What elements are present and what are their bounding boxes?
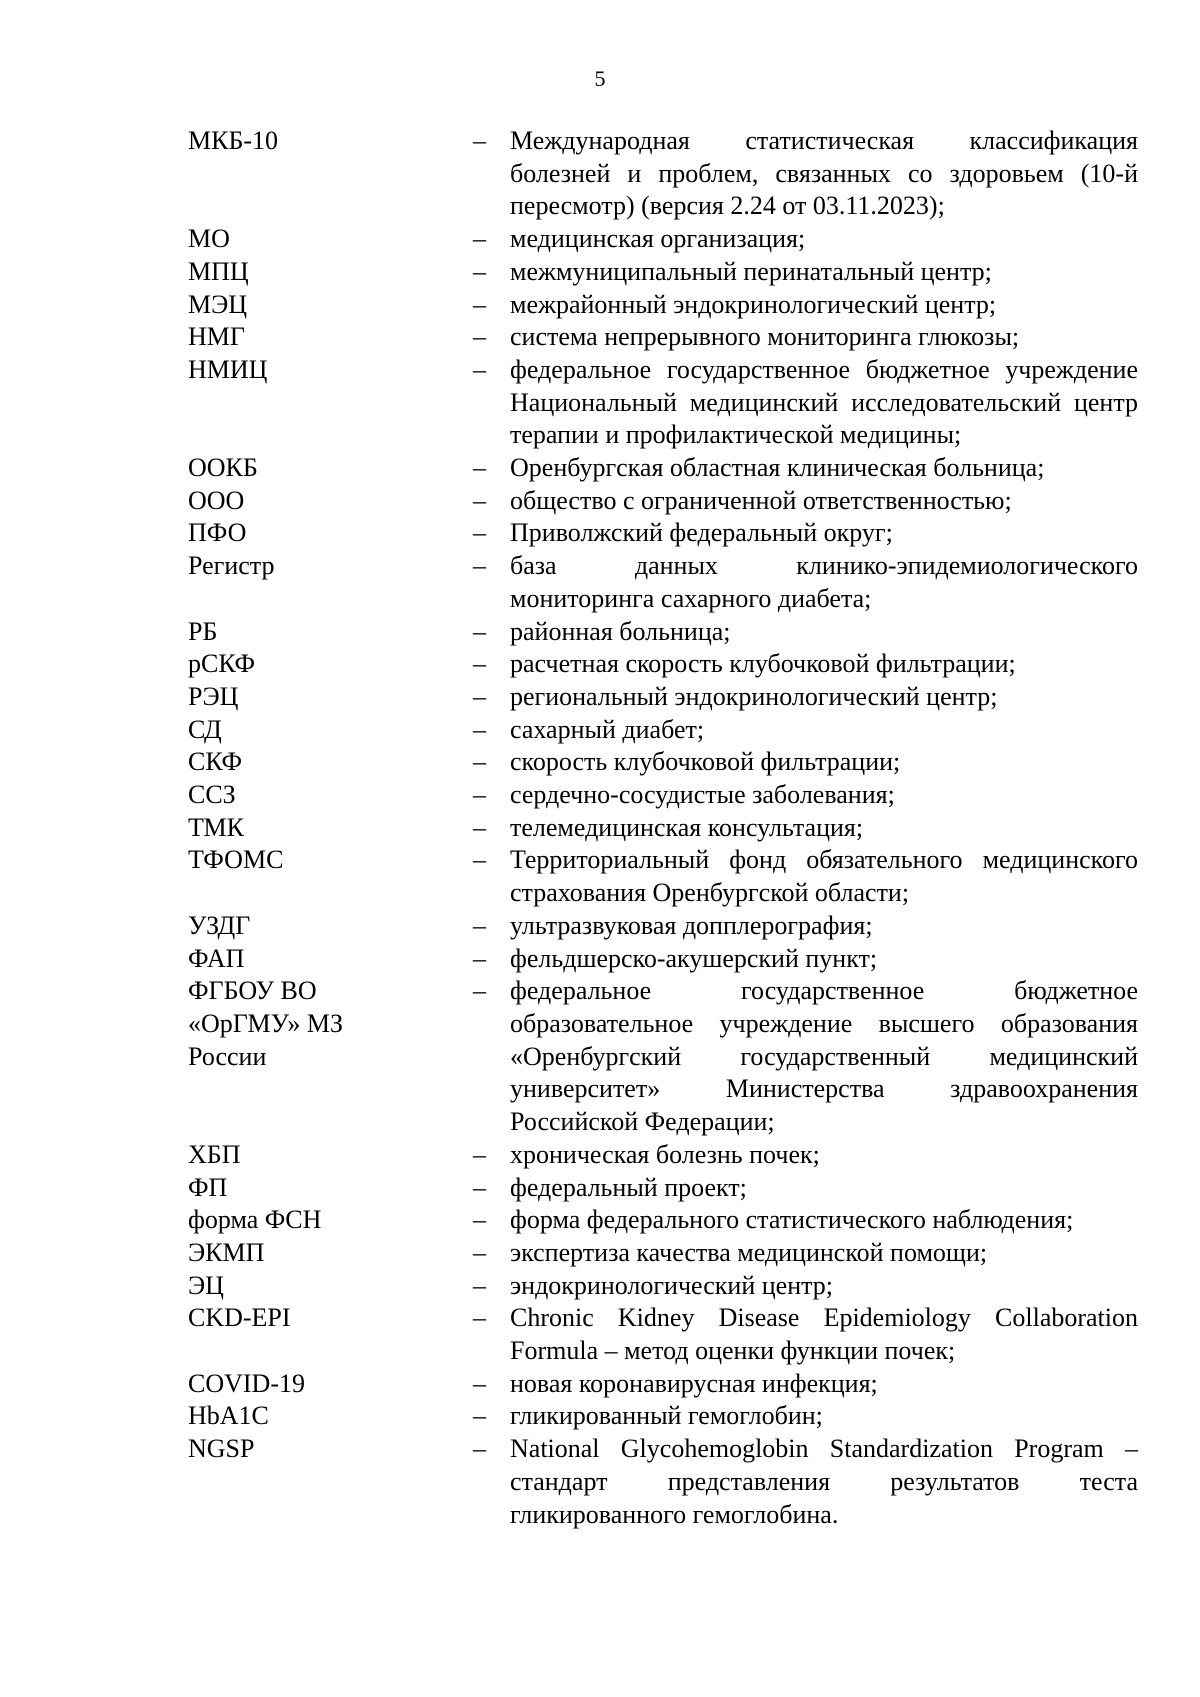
abbreviation-term: МЭЦ: [188, 289, 248, 319]
glossary-entry: [188, 125, 1138, 223]
glossary-entry: [188, 1368, 1138, 1401]
abbreviation-term: УЗДГ: [188, 910, 251, 940]
abbreviation-term: HbA1C: [188, 1401, 269, 1431]
glossary-entry: [188, 779, 1138, 812]
glossary-entry: [188, 1433, 1138, 1531]
glossary-entry: [188, 1237, 1138, 1270]
abbreviation-term: ПФО: [188, 518, 247, 548]
separator-dash: –: [473, 747, 486, 777]
abbreviation-definition: медицинская организация;: [510, 224, 806, 254]
glossary-entry: [188, 452, 1138, 485]
abbreviation-term: СД: [188, 714, 222, 744]
glossary-entry: [188, 1172, 1138, 1205]
glossary-entry: [188, 714, 1138, 747]
glossary-entry: [188, 354, 1138, 452]
abbreviation-term: ССЗ: [188, 780, 236, 810]
abbreviation-definition: ультразвуковая допплерография;: [510, 910, 873, 940]
glossary-entry: [188, 681, 1138, 714]
glossary-entry: [188, 648, 1138, 681]
glossary-entry: [188, 1270, 1138, 1303]
abbreviation-definition: хроническая болезнь почек;: [510, 1139, 820, 1169]
glossary-entry: [188, 746, 1138, 779]
separator-dash: –: [473, 518, 486, 548]
glossary-entry: [188, 616, 1138, 649]
abbreviation-definition: сахарный диабет;: [510, 714, 705, 744]
abbreviation-definition: региональный эндокринологический центр;: [510, 681, 998, 711]
abbreviation-definition: сердечно-сосудистые заболевания;: [510, 780, 895, 810]
glossary-entry: [188, 485, 1138, 518]
separator-dash: –: [473, 551, 486, 581]
glossary-entry: [188, 1400, 1138, 1433]
glossary-entry: [188, 844, 1138, 909]
abbreviation-term: Регистр: [188, 551, 275, 581]
separator-dash: –: [473, 126, 486, 155]
abbreviation-term: ФАП: [188, 943, 245, 973]
separator-dash: –: [473, 910, 486, 940]
abbreviation-definition: федеральное государственное бюджетное учреждение Национальный медицинский исследовательский центр терапии и профилактической медицины;: [510, 354, 1138, 450]
glossary-entry: [188, 321, 1138, 354]
abbreviation-definition: межрайонный эндокринологический центр;: [510, 289, 997, 319]
abbreviation-term: МПЦ: [188, 256, 249, 286]
separator-dash: –: [473, 1401, 486, 1431]
separator-dash: –: [473, 714, 486, 744]
abbreviation-definition: районная больница;: [510, 616, 731, 646]
separator-dash: –: [473, 1270, 486, 1300]
separator-dash: –: [473, 976, 486, 1006]
abbreviation-definition: Приволжский федеральный округ;: [510, 518, 893, 548]
abbreviation-definition: межмуниципальный перинатальный центр;: [510, 256, 992, 286]
separator-dash: –: [473, 649, 486, 679]
separator-dash: –: [473, 1368, 486, 1398]
separator-dash: –: [473, 1303, 486, 1333]
abbreviation-definition: гликированный гемоглобин;: [510, 1401, 823, 1431]
abbreviation-term: ЭЦ: [188, 1270, 224, 1300]
abbreviation-term: НМИЦ: [188, 354, 268, 384]
abbreviation-term: ФП: [188, 1172, 228, 1202]
glossary-entry: [188, 943, 1138, 976]
abbreviation-definition: Оренбургская областная клиническая больница;: [510, 453, 1045, 483]
separator-dash: –: [473, 681, 486, 711]
abbreviation-definition: форма федерального статистического наблюдения;: [510, 1205, 1074, 1235]
glossary-entry: [188, 1204, 1138, 1237]
separator-dash: –: [473, 354, 486, 384]
separator-dash: –: [473, 1205, 486, 1235]
separator-dash: –: [473, 224, 486, 254]
abbreviation-term: РЭЦ: [188, 681, 239, 711]
abbreviation-term: CKD-EPI: [188, 1303, 291, 1333]
abbreviation-definition: база данных клинико-эпидемиологического мониторинга сахарного диабета;: [510, 551, 1138, 613]
abbreviation-term: ООО: [188, 485, 245, 515]
separator-dash: –: [473, 289, 486, 319]
abbreviation-term: NGSP: [188, 1434, 255, 1464]
abbreviation-term: ООКБ: [188, 453, 258, 483]
abbreviation-term: МО: [188, 224, 230, 254]
abbreviation-definition: расчетная скорость клубочковой фильтрации;: [510, 649, 1016, 679]
abbreviation-definition: федеральное государственное бюджетное образовательное учреждение высшего образования «Оренбургский государственный медицинский университет» Министерства здравоохранения Российской Федерации;: [510, 976, 1138, 1137]
glossary-entry: [188, 223, 1138, 256]
abbreviation-term: форма ФСН: [188, 1205, 322, 1235]
separator-dash: –: [473, 812, 486, 842]
separator-dash: –: [473, 943, 486, 973]
separator-dash: –: [473, 453, 486, 483]
separator-dash: –: [473, 1172, 486, 1202]
abbreviation-term: РБ: [188, 616, 218, 646]
separator-dash: –: [473, 845, 486, 875]
abbreviation-definition: федеральный проект;: [510, 1172, 747, 1202]
separator-dash: –: [473, 256, 486, 286]
abbreviation-term: МКБ-10: [188, 126, 279, 155]
abbreviation-term: ФГБОУ ВО «ОрГМУ» МЗ России: [188, 976, 343, 1071]
abbreviation-definition: общество с ограниченной ответственностью;: [510, 485, 1012, 515]
abbreviation-term: COVID-19: [188, 1368, 305, 1398]
separator-dash: –: [473, 616, 486, 646]
separator-dash: –: [473, 1237, 486, 1267]
abbreviation-definition: эндокринологический центр;: [510, 1270, 834, 1300]
abbreviation-term: ТМК: [188, 812, 244, 842]
glossary-entry: [188, 550, 1138, 615]
abbreviation-definition: экспертиза качества медицинской помощи;: [510, 1237, 988, 1267]
glossary-entry: [188, 812, 1138, 845]
separator-dash: –: [473, 1434, 486, 1464]
abbreviation-term: ЭКМП: [188, 1237, 265, 1267]
page-number: 5: [594, 66, 606, 91]
separator-dash: –: [473, 485, 486, 515]
abbreviation-term: рСКФ: [188, 649, 256, 679]
abbreviation-term: ХБП: [188, 1139, 241, 1169]
glossary-entry: [188, 1302, 1138, 1367]
abbreviation-definition: Международная статистическая классификация болезней и проблем, связанных со здоровьем (10-й пересмотр) (версия 2.24 от 03.11.2023);: [510, 126, 1138, 221]
abbreviation-term: ТФОМС: [188, 845, 284, 875]
abbreviation-definition: скорость клубочковой фильтрации;: [510, 747, 901, 777]
separator-dash: –: [473, 322, 486, 352]
abbreviation-definition: Территориальный фонд обязательного медицинского страхования Оренбургской области;: [510, 845, 1138, 908]
glossary-entry: [188, 1139, 1138, 1172]
glossary-entry: [188, 517, 1138, 550]
abbreviation-definition: телемедицинская консультация;: [510, 812, 864, 842]
abbreviation-term: НМГ: [188, 322, 245, 352]
abbreviation-term: СКФ: [188, 747, 243, 777]
separator-dash: –: [473, 1139, 486, 1169]
abbreviations-list: [188, 125, 1138, 1531]
abbreviation-definition: фельдшерско-акушерский пункт;: [510, 943, 878, 973]
abbreviation-definition: Chronic Kidney Disease Epidemiology Collaboration Formula – метод оценки функции почек;: [510, 1303, 1138, 1366]
abbreviation-definition: система непрерывного мониторинга глюкозы;: [510, 322, 1020, 352]
glossary-entry: [188, 910, 1138, 943]
separator-dash: –: [473, 780, 486, 810]
glossary-entry: [188, 289, 1138, 322]
glossary-entry: [188, 256, 1138, 289]
abbreviation-definition: National Glycohemoglobin Standardization Program – стандарт представления результатов теста гликированного гемоглобина.: [510, 1434, 1138, 1529]
abbreviation-definition: новая коронавирусная инфекция;: [510, 1368, 878, 1398]
glossary-entry: [188, 975, 1138, 1139]
